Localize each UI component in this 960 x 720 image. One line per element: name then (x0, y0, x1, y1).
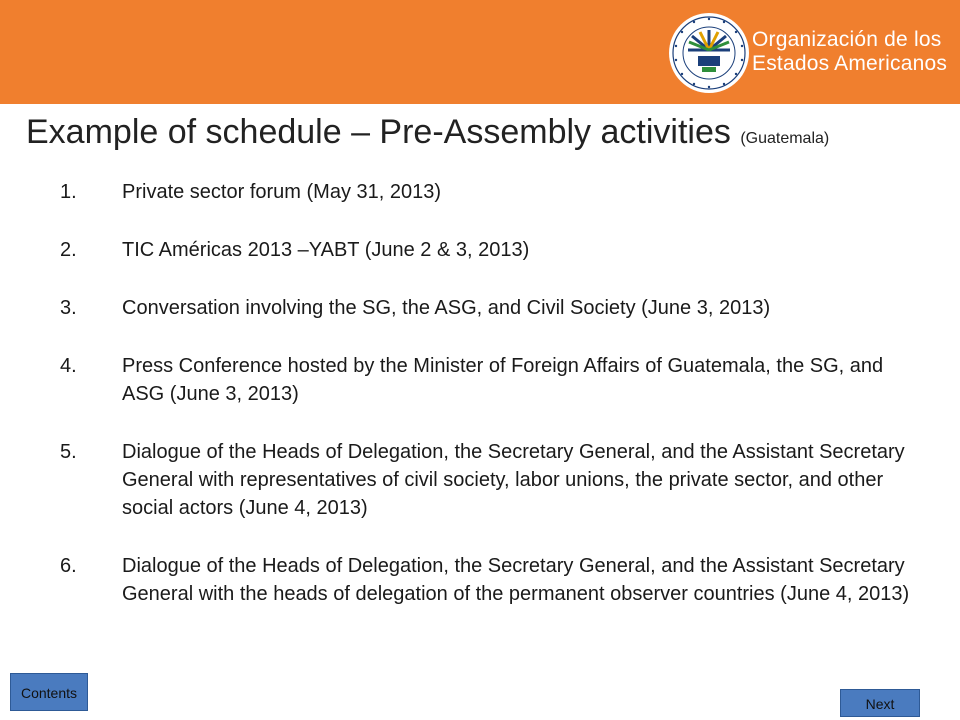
list-item (60, 552, 940, 608)
list-item-number: 1. (60, 181, 77, 203)
list-item-text: TIC Américas 2013 –YABT (June 2 & 3, 2013) (122, 239, 530, 261)
organization-name (752, 28, 947, 76)
slide-title (26, 110, 946, 161)
list-item (60, 438, 940, 522)
list-item-text: Press Conference hosted by the Minister of Foreign Affairs of Guatemala, the SG, and ASG (June 3, 2013) (122, 355, 884, 405)
list-item-text: Conversation involving the SG, the ASG, and Civil Society (June 3, 2013) (122, 297, 771, 319)
next-button[interactable]: Next (840, 689, 920, 717)
list-item-number: 2. (60, 239, 77, 261)
list-item-number: 4. (60, 355, 77, 377)
org-name-line-2: Estados Americanos (752, 52, 948, 75)
activities-list (60, 178, 940, 638)
slide-title-main: Example of schedule – Pre-Assembly activities (26, 113, 741, 151)
list-item-text: Dialogue of the Heads of Delegation, the Secretary General, and the Assistant Secretary General with representatives of civil society, labor unions, the private sector, and other social actors (June 4, 2013) (122, 441, 905, 519)
list-item (60, 178, 940, 206)
contents-button[interactable]: Contents (10, 673, 88, 711)
list-item (60, 236, 940, 264)
list-item (60, 352, 940, 408)
org-name-line-1: Organización de los (752, 28, 942, 51)
list-item (60, 294, 940, 322)
list-item-text: Private sector forum (May 31, 2013) (122, 181, 442, 203)
list-item-number: 5. (60, 441, 77, 463)
slide-title-location: (Guatemala) (740, 130, 830, 147)
oas-seal-icon (668, 12, 750, 94)
list-item-number: 6. (60, 555, 77, 577)
list-item-number: 3. (60, 297, 77, 319)
list-item-text: Dialogue of the Heads of Delegation, the Secretary General, and the Assistant Secretary General with the heads of delegation of the permanent observer countries (June 4, 2013) (122, 555, 910, 605)
header-band (0, 0, 960, 104)
